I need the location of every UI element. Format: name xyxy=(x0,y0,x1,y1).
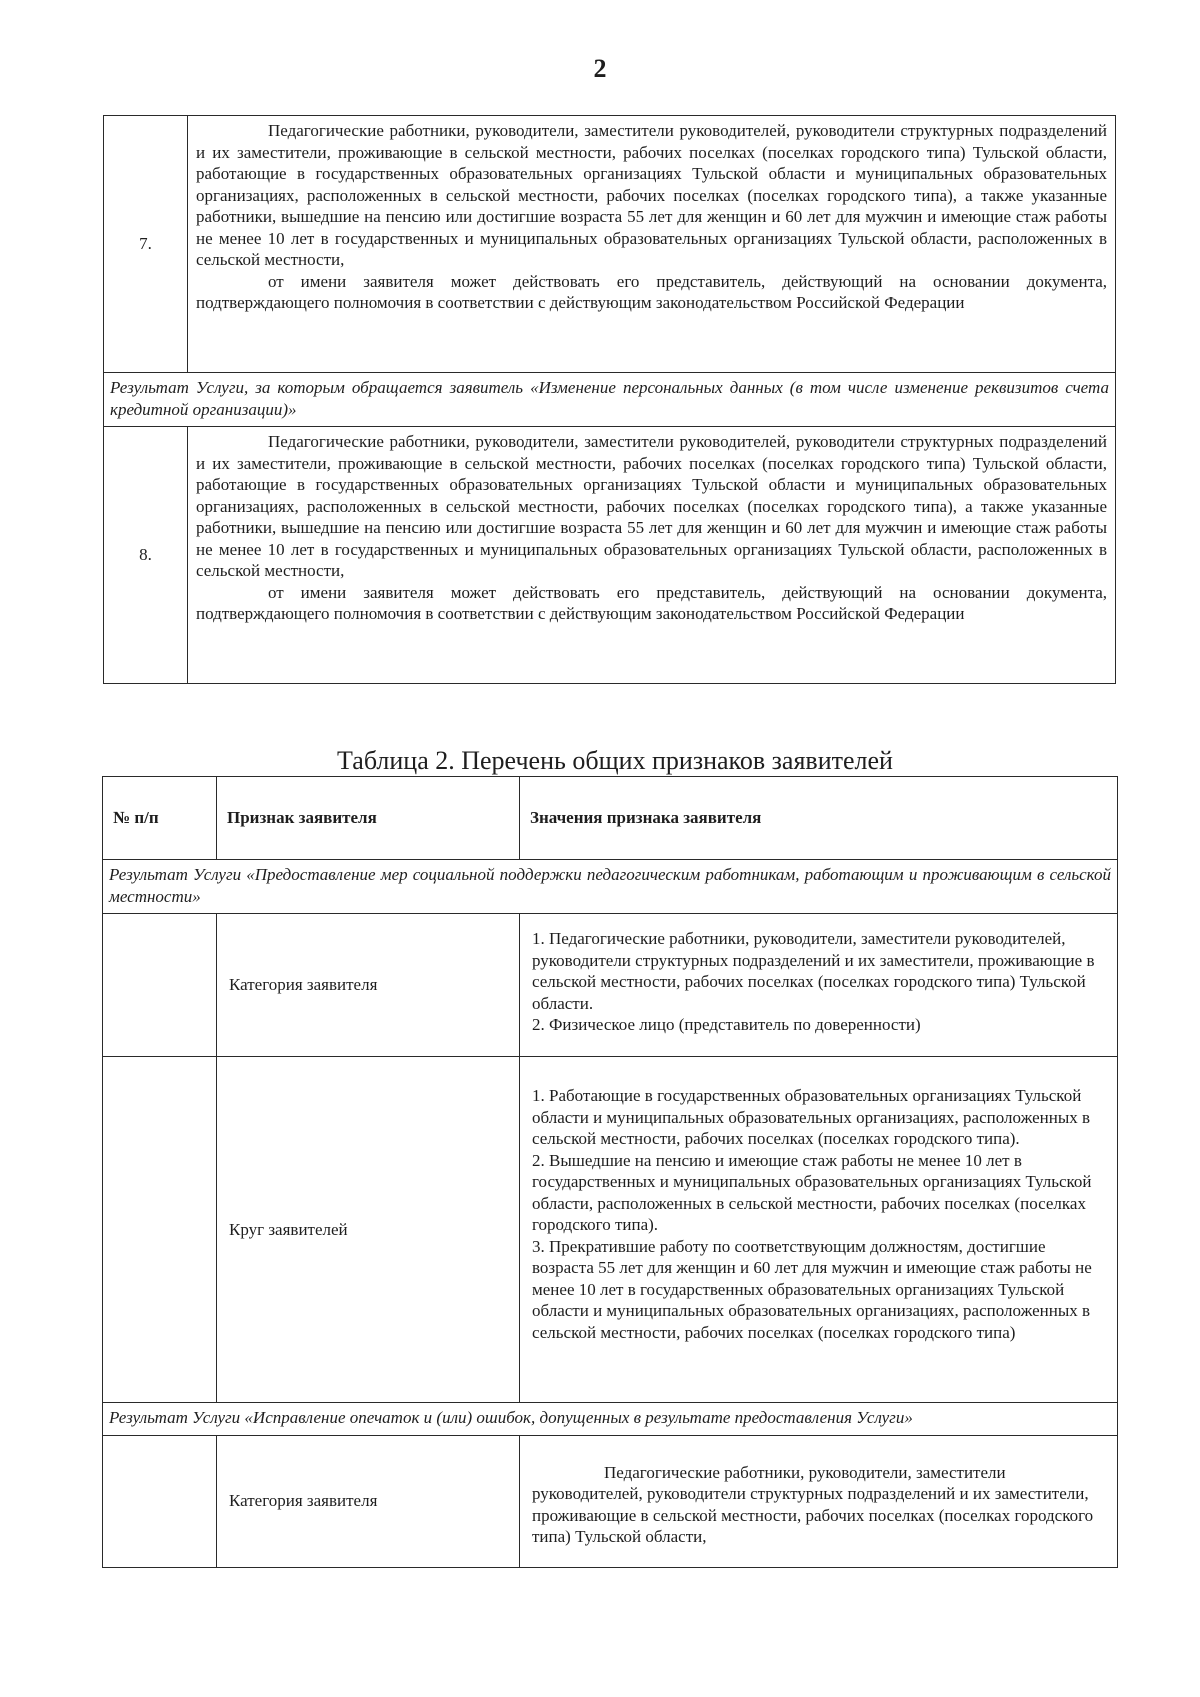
applicant-paragraph: Педагогические работники, руководители, заместители руководителей, руководители структурных подразделений и их заместители, проживающие в сельской местности, рабочих поселках (поселках городского типа) Тульской области, работающие в государственных образовательных организациях Тульской области и муниципальных образовательных организациях, расположенных в сельской местности, рабочих поселках (поселках городского типа), а также указанные работники, вышедшие на пенсию или достигшие возраста 55 лет для женщин и 60 лет для мужчин и имеющие стаж работы не менее 10 лет в государственных и муниципальных образовательных организациях Тульской области, расположенных в сельской местности, xyxy=(196,432,1107,580)
value-item: Педагогические работники, руководители, заместители руководителей, руководители структурных подразделений и их заместители, проживающие в сельской местности, рабочих поселках (поселках городского типа) Тульской области, xyxy=(532,1462,1094,1546)
header-feature: Признак заявителя xyxy=(217,777,520,860)
header-number: № п/п xyxy=(103,777,217,860)
service-result-text: Результат Услуги «Исправление опечаток и (или) ошибок, допущенных в результате предоставления Услуги» xyxy=(103,1403,1118,1436)
feature-values xyxy=(520,1435,1118,1567)
table-row xyxy=(104,427,1116,684)
value-item: 1. Педагогические работники, руководители, заместители руководителей, руководители структурных подразделений и их заместители, проживающие в сельской местности, рабочих поселках (поселках городского типа) Тульской области. xyxy=(532,929,1095,1013)
row-description xyxy=(188,427,1116,684)
applicant-paragraph: Педагогические работники, руководители, заместители руководителей, руководители структурных подразделений и их заместители, проживающие в сельской местности, рабочих поселках (поселках городского типа) Тульской области, работающие в государственных образовательных организациях Тульской области и муниципальных образовательных организациях, расположенных в сельской местности, рабочих поселках (поселках городского типа), а также указанные работники, вышедшие на пенсию или достигшие возраста 55 лет для женщин и 60 лет для мужчин и имеющие стаж работы не менее 10 лет в государственных и муниципальных образовательных организациях Тульской области, расположенных в сельской местности, xyxy=(196,121,1107,269)
table-header-row xyxy=(103,777,1118,860)
service-result-text: Результат Услуги «Предоставление мер социальной поддержки педагогическим работникам, работающим и проживающим в сельской местности» xyxy=(103,860,1118,914)
value-item: 3. Прекратившие работу по соответствующим должностям, достигшие возраста 55 лет для женщин и 60 лет для мужчин и имеющие стаж работы не менее 10 лет в государственных образовательных организациях Тульской области и муниципальных образовательных организациях, расположенных в сельской местности, рабочих поселках (поселках городского типа) xyxy=(532,1236,1092,1342)
row-number: 7. xyxy=(104,116,188,373)
result-row xyxy=(104,373,1116,427)
table-row xyxy=(104,116,1116,373)
feature-name: Круг заявителей xyxy=(217,1057,520,1403)
representative-paragraph: от имени заявителя может действовать его представитель, действующий на основании документа, подтверждающего полномочия в соответствии с действующим законодательством Российской Федерации xyxy=(196,582,1107,623)
value-item: 1. Работающие в государственных образовательных организациях Тульской области и муниципальных образовательных организациях, расположенных в сельской местности, рабочих поселках (поселках городского типа). xyxy=(532,1086,1091,1148)
feature-name: Категория заявителя xyxy=(217,1435,520,1567)
table-title: Таблица 2. Перечень общих признаков заявителей xyxy=(337,746,893,775)
table-row xyxy=(103,1057,1118,1403)
header-values: Значения признака заявителя xyxy=(520,777,1118,860)
feature-name: Категория заявителя xyxy=(217,914,520,1057)
value-item: 2. Вышедшие на пенсию и имеющие стаж работы не менее 10 лет в государственных и муниципальных образовательных организациях Тульской области, расположенных в сельской местности, рабочих поселках (поселках городского типа). xyxy=(532,1150,1092,1234)
row-number-cell xyxy=(103,914,217,1057)
result-row xyxy=(103,1403,1118,1436)
result-row xyxy=(103,860,1118,914)
table-row xyxy=(103,914,1118,1057)
feature-values xyxy=(520,914,1118,1057)
service-result-text: Результат Услуги, за которым обращается заявитель «Изменение персональных данных (в том числе изменение реквизитов счета кредитной организации)» xyxy=(104,373,1116,427)
table-row xyxy=(103,1435,1118,1567)
page-number: 2 xyxy=(593,54,607,83)
row-number: 8. xyxy=(104,427,188,684)
feature-values xyxy=(520,1057,1118,1403)
row-number-cell xyxy=(103,1435,217,1567)
applicant-features-table xyxy=(102,776,1118,1568)
representative-paragraph: от имени заявителя может действовать его представитель, действующий на основании документа, подтверждающего полномочия в соответствии с действующим законодательством Российской Федерации xyxy=(196,271,1107,312)
row-number-cell xyxy=(103,1057,217,1403)
row-description xyxy=(188,116,1116,373)
applicants-table-continued xyxy=(103,115,1116,684)
value-item: 2. Физическое лицо (представитель по доверенности) xyxy=(532,1015,921,1034)
